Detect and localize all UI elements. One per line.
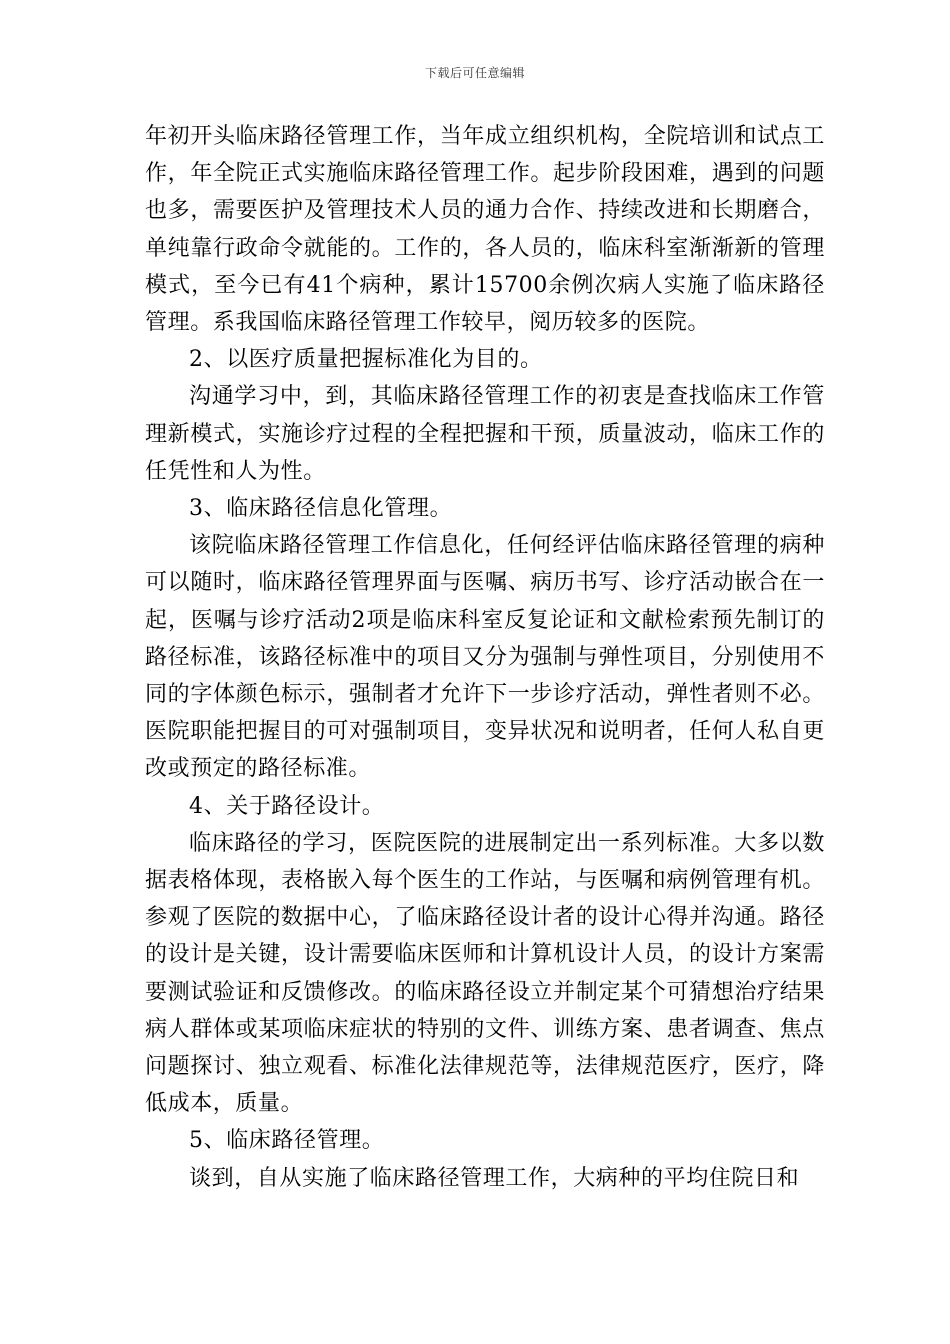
paragraph-4: 临床路径的学习，医院医院的进展制定出一系列标准。大多以数据表格体现，表格嵌入每个医生的工作站，与医嘱和病例管理有机。参观了医院的数据中心，了临床路径设计者的设计心得并沟通。路径的设计是关键，设计需要临床医师和计算机设计人员，的设计方案需要测试验证和反馈修改。的临床路径设立并制定某个可猜想治疗结果病人群体或某项临床症状的特别的文件、训练方案、患者调查、焦点问题探讨、独立观看、标准化法律规范等，法律规范医疗，医疗，降低成本，质量。 — [145, 830, 825, 1117]
section-heading-5: 5、临床路径管理。 — [189, 1128, 385, 1154]
document-body — [145, 118, 825, 1197]
section-heading-2: 2、以医疗质量把握标准化为目的。 — [189, 347, 543, 373]
page-header: 下载后可任意编辑 — [424, 66, 525, 80]
paragraph-3: 该院临床路径管理工作信息化，任何经评估临床路径管理的病种可以随时，临床路径管理界面与医嘱、病历书写、诊疗活动嵌合在一起，医嘱与诊疗活动2项是临床科室反复论证和文献检索预先制订的路径标准，该路径标准中的项目又分为强制与弹性项目，分别使用不同的字体颜色标示，强制者才允许下一步诊疗活动，弹性者则不必。医院职能把握目的可对强制项目，变异状况和说明者，任何人私自更改或预定的路径标准。 — [145, 533, 825, 782]
paragraph-5: 谈到，自从实施了临床路径管理工作，大病种的平均住院日和 — [189, 1165, 800, 1191]
paragraph-2: 沟通学习中，到，其临床路径管理工作的初衷是查找临床工作管理新模式，实施诊疗过程的全程把握和干预，质量波动，临床工作的任凭性和人为性。 — [145, 384, 825, 484]
paragraph-intro: 年初开头临床路径管理工作，当年成立组织机构，全院培训和试点工作，年全院正式实施临床路径管理工作。起步阶段困难，遇到的问题也多，需要医护及管理技术人员的通力合作、持续改进和长期磨合，单纯靠行政命令就能的。工作的，各人员的，临床科室渐渐新的管理模式，至今已有41个病种，累计15700余例次病人实施了临床路径管理。系我国临床路径管理工作较早，阅历较多的医院。 — [145, 124, 825, 336]
section-heading-4: 4、关于路径设计。 — [189, 793, 385, 819]
section-heading-3: 3、临床路径信息化管理。 — [189, 496, 453, 522]
